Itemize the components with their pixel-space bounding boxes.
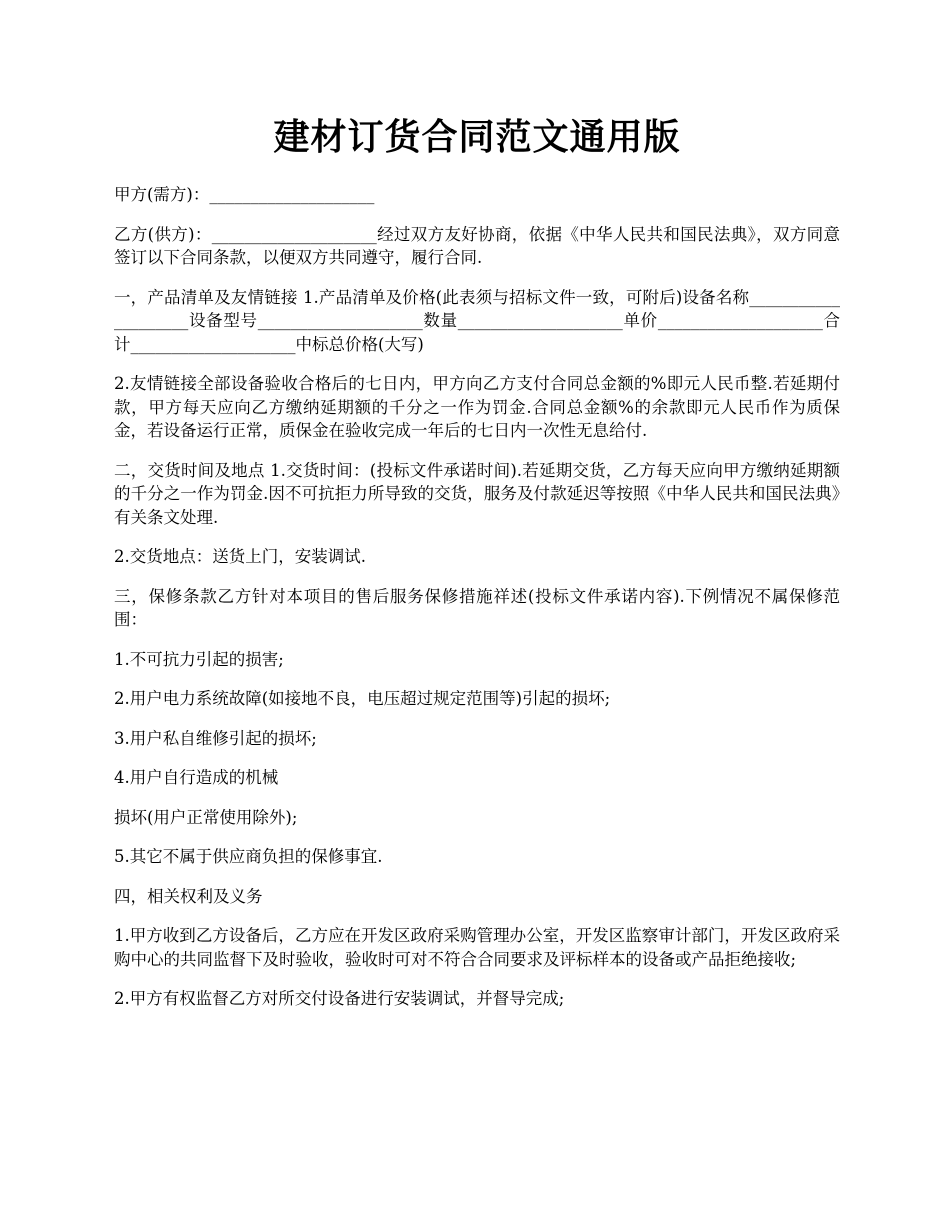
section-2-delivery-time: 二，交货时间及地点 1.交货时间：(投标文件承诺时间).若延期交货，乙方每天应向甲方缴纳延期额的千分之一作为罚金.因不可抗拒力所导致的交货，服务及付款延迟等按照《中华人民共和国民法典》有关条文处理.: [114, 460, 840, 527]
warranty-exclusion-5: 5.其它不属于供应商负担的保修事宜.: [114, 847, 383, 866]
warranty-exclusion-4-cont: 损坏(用户正常使用除外);: [114, 807, 298, 827]
section-1-product-list: 一，产品清单及友情链接 1.产品清单及价格(此表须与招标文件一致，可附后)设备名称____________________设备型号____________________数量____________________单价____________________合计____________________中标总价格(大写): [114, 287, 840, 354]
section-3-warranty: 三，保修条款乙方针对本项目的售后服务保修措施祥述(投标文件承诺内容).下例情况不属保修范围：: [114, 586, 840, 629]
section-4-item-2: 2.甲方有权监督乙方对所交付设备进行安装调试，并督导完成;: [114, 989, 565, 1008]
section-4-item-1: 1.甲方收到乙方设备后，乙方应在开发区政府采购管理办公室，开发区监察审计部门，开发区政府采购中心的共同监督下及时验收，验收时可对不符合合同要求及评标样本的设备或产品拒绝接收;: [114, 926, 840, 969]
document-body: [114, 183, 840, 1011]
party-a-line: 甲方(需方)：____________________: [114, 185, 375, 204]
party-b-line: 乙方(供方)：____________________经过双方友好协商，依据《中华人民共和国民法典》，双方同意签订以下合同条款，以便双方共同遵守，履行合同.: [114, 224, 840, 267]
section-2-delivery-place: 2.交货地点：送货上门，安装调试.: [114, 547, 366, 566]
warranty-exclusion-4: 4.用户自行造成的机械: [114, 768, 279, 787]
section-1-payment: 2.友情链接全部设备验收合格后的七日内，甲方向乙方支付合同总金额的%即元人民币整.若延期付款，甲方每天应向乙方缴纳延期额的千分之一作为罚金.合同总金额%的余款即元人民币作为质保金，若设备运行正常，质保金在验收完成一年后的七日内一次性无息给付.: [114, 374, 840, 440]
warranty-exclusion-3: 3.用户私自维修引起的损坏;: [114, 728, 317, 748]
warranty-exclusion-2: 2.用户电力系统故障(如接地不良，电压超过规定范围等)引起的损坏;: [114, 689, 611, 708]
section-4-heading: 四，相关权利及义务: [114, 886, 263, 906]
document-page: [114, 0, 840, 1027]
warranty-exclusion-1: 1.不可抗力引起的损害;: [114, 649, 284, 669]
document-title: 建材订货合同范文通用版: [273, 116, 681, 158]
